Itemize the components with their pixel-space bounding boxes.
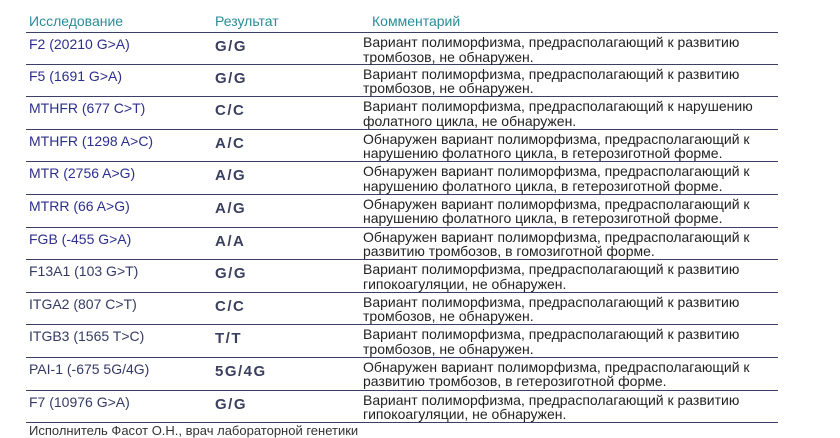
genotype-result: A/G [215, 199, 247, 217]
table-header [0, 13, 840, 33]
comment-line: нарушению фолатного цикла, в гетерозиготной форме. [363, 145, 723, 162]
comment-line: нарушению фолатного цикла, в гетерозиготной форме. [363, 177, 723, 194]
comment [363, 393, 773, 422]
comment-line: Обнаружен вариант полиморфизма, предрасполагающий к [363, 130, 750, 147]
comment-line: Обнаружен вариант полиморфизма, предрасполагающий к [363, 228, 750, 245]
table-row [26, 195, 778, 228]
table-row [26, 358, 778, 391]
study-name: ITGB3 (1565 T>C) [29, 328, 145, 345]
table-row [26, 325, 778, 358]
comment [363, 327, 773, 356]
genotype-result: C/C [215, 102, 246, 120]
genotype-result: G/G [215, 69, 248, 87]
genotype-result: T/T [215, 330, 242, 348]
footer-executor: Исполнитель Фасот О.Н., врач лабораторной генетики [29, 423, 359, 438]
study-name: F7 (10976 G>A) [29, 393, 130, 410]
table-row [26, 65, 778, 98]
comment-line: нарушению фолатного цикла, в гетерозиготной форме. [363, 210, 723, 227]
table-row [26, 32, 778, 65]
header-result: Результат [215, 13, 279, 29]
genotype-result: C/C [215, 297, 246, 315]
comment [363, 99, 773, 128]
study-name: MTHFR (677 C>T) [29, 100, 146, 117]
genotype-result: A/G [215, 167, 247, 185]
comment-line: Вариант полиморфизма, предрасполагающий к развитию [363, 391, 740, 408]
genotype-result: A/C [215, 134, 246, 152]
comment-line: фолатного цикла, не обнаружен. [363, 112, 577, 129]
header-comment: Комментарий [372, 13, 461, 29]
table-row [26, 293, 778, 326]
comment [363, 67, 773, 96]
comment-line: Вариант полиморфизма, предрасполагающий к развитию [363, 34, 740, 50]
header-study: Исследование [29, 13, 124, 29]
genotype-result: G/G [215, 395, 248, 413]
genotype-result: A/A [215, 232, 246, 250]
comment [363, 132, 773, 161]
study-name: MTR (2756 A>G) [29, 165, 136, 182]
genotype-result: G/G [215, 265, 248, 283]
comment [363, 35, 773, 64]
comment-line: гипокоагуляции, не обнаружен. [363, 275, 567, 292]
comment-line: Обнаружен вариант полиморфизма, предрасполагающий к [363, 163, 750, 180]
comment [363, 262, 773, 291]
study-name: PAI-1 (-675 5G/4G) [29, 360, 150, 377]
genotype-result: 5G/4G [215, 362, 267, 380]
comment [363, 197, 773, 226]
study-name: MTHFR (1298 A>C) [29, 132, 154, 149]
comment-line: развитию тромбозов, в гомозиготной форме. [363, 243, 655, 260]
comment-line: гипокоагуляции, не обнаружен. [363, 406, 567, 423]
study-name: MTRR (66 A>G) [29, 197, 130, 214]
comment [363, 360, 773, 389]
comment-line: тромбозов, не обнаружен. [363, 80, 534, 97]
comment-line: Вариант полиморфизма, предрасполагающий к развитию [363, 65, 740, 82]
comment-line: Обнаружен вариант полиморфизма, предрасполагающий к [363, 195, 750, 212]
comment-line: развитию тромбозов, в гетерозиготной форме. [363, 373, 667, 390]
comment [363, 230, 773, 259]
comment [363, 295, 773, 324]
study-name: FGB (-455 G>A) [29, 230, 132, 247]
comment-line: Вариант полиморфизма, предрасполагающий к развитию [363, 293, 740, 310]
comment-line: тромбозов, не обнаружен. [363, 48, 534, 65]
study-name: F13A1 (103 G>T) [29, 263, 139, 280]
study-name: F2 (20210 G>A) [29, 36, 130, 52]
comment-line: Обнаружен вариант полиморфизма, предрасполагающий к [363, 358, 750, 375]
table-row [26, 391, 778, 424]
genotype-result: G/G [215, 38, 248, 55]
comment-line: Вариант полиморфизма, предрасполагающий к нарушению [363, 98, 753, 115]
study-name: ITGA2 (807 C>T) [29, 295, 137, 312]
table-row [26, 97, 778, 130]
results-table [26, 32, 778, 423]
comment-line: тромбозов, не обнаружен. [363, 308, 534, 325]
table-row [26, 228, 778, 261]
comment-line: Вариант полиморфизма, предрасполагающий к развитию [363, 326, 740, 343]
table-row [26, 130, 778, 163]
comment-line: тромбозов, не обнаружен. [363, 340, 534, 357]
comment-line: Вариант полиморфизма, предрасполагающий к развитию [363, 261, 740, 278]
table-row [26, 260, 778, 293]
comment [363, 164, 773, 193]
table-row [26, 162, 778, 195]
study-name: F5 (1691 G>A) [29, 67, 122, 84]
